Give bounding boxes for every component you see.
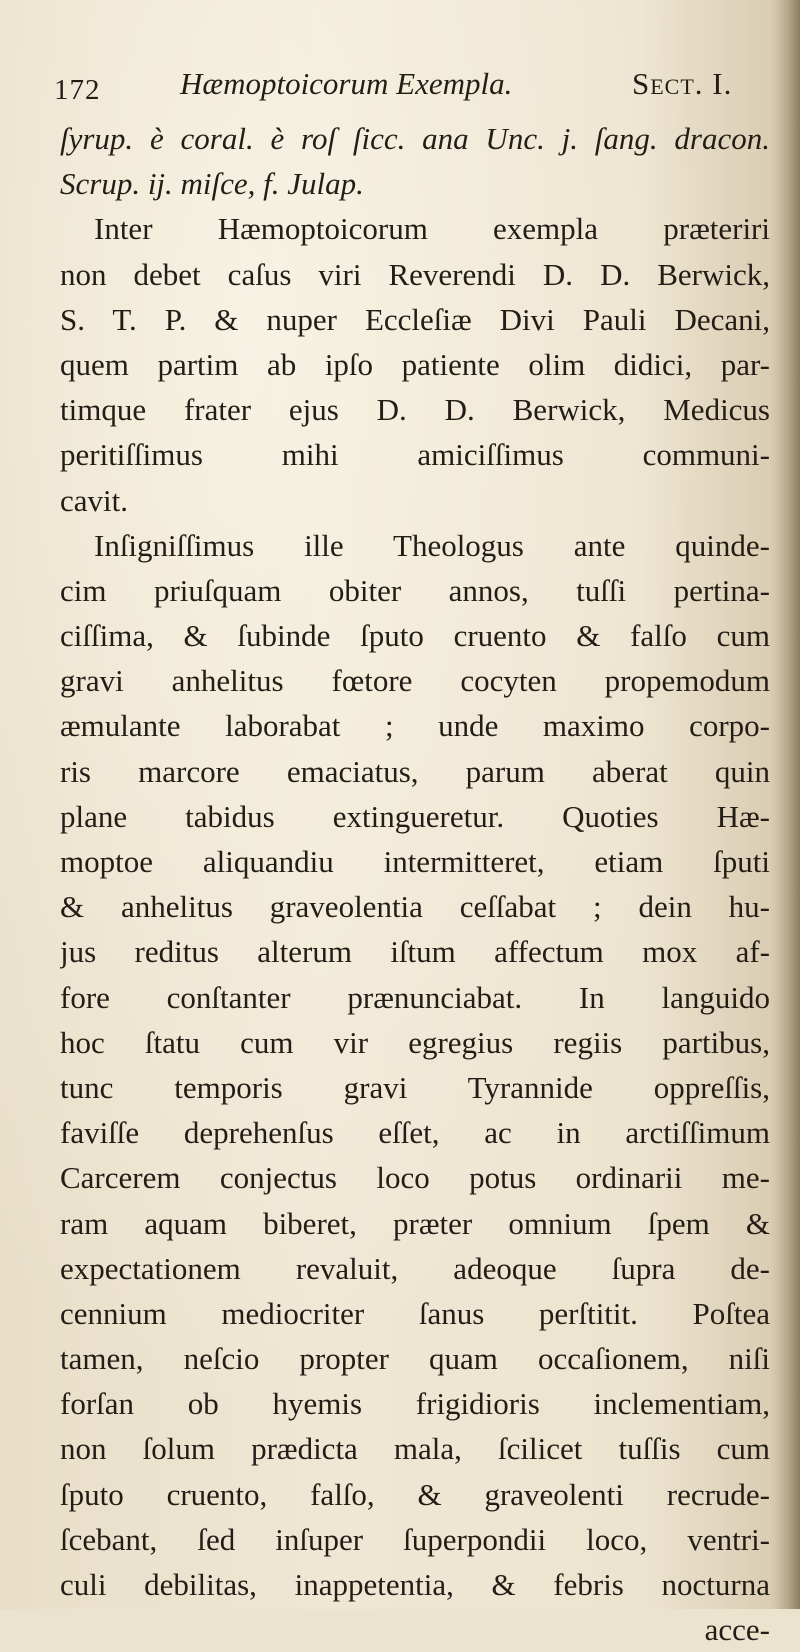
text-line: jus reditus alterum iſtum affectum mox af- [60, 934, 770, 970]
text-line: & anhelitus graveolentia ceſſabat ; dein hu- [60, 889, 770, 925]
text-line: ciſſima, & ſubinde ſputo cruento & falſo cum [60, 618, 770, 654]
text-line: timque frater ejus D. D. Berwick, Medicus [60, 392, 770, 428]
text-line: non debet caſus viri Reverendi D. D. Berwick, [60, 256, 770, 292]
text-line: ram aquam biberet, præter omnium ſpem & [60, 1205, 770, 1241]
text-line: hoc ſtatu cum vir egregius regiis partibus, [60, 1024, 770, 1060]
text-line: faviſſe deprehenſus eſſet, ac in arctiſſimum [60, 1115, 770, 1151]
text-line: ſyrup. è coral. è roſ ſicc. ana Unc. j. ſang. dracon. [60, 121, 770, 156]
body-text [60, 116, 770, 1652]
text-line: quem partim ab ipſo patiente olim didici, par- [60, 346, 770, 382]
text-line: gravi anhelitus fœtore cocyten propemodum [60, 663, 770, 699]
text-line: cavit. [60, 482, 128, 518]
text-line: ſcebant, ſed inſuper ſuperpondii loco, ventri- [60, 1521, 770, 1557]
text-line: plane tabidus extingueretur. Quoties Hæ- [60, 798, 770, 834]
text-line: Carcerem conjectus loco potus ordinarii me- [60, 1160, 770, 1196]
text-line: culi debilitas, inappetentia, & febris nocturna [60, 1567, 770, 1602]
text-line: æmulante laborabat ; unde maximo corpo- [60, 708, 770, 744]
text-line: S. T. P. & nuper Eccleſiæ Divi Pauli Decani, [60, 301, 770, 337]
text-line: tunc temporis gravi Tyrannide oppreſſis, [60, 1069, 770, 1105]
binding-shadow [770, 0, 800, 1609]
text-line: Scrup. ij. miſce, f. Julap. [60, 166, 364, 202]
page-number: 172 [54, 74, 101, 106]
section-label: Sect. I. [632, 66, 733, 101]
text-line: cim priuſquam obiter annos, tuſſi pertina- [60, 572, 770, 608]
text-line: Inter Hæmoptoicorum exempla præteriri [94, 211, 770, 247]
text-line: non ſolum prædicta mala, ſcilicet tuſſis cum [60, 1431, 770, 1467]
text-line: tamen, neſcio propter quam occaſionem, niſi [60, 1341, 770, 1377]
running-title: Hæmoptoicorum Exempla. [180, 66, 513, 101]
text-line: fore conſtanter prænunciabat. In languido [60, 979, 770, 1015]
running-header [54, 66, 774, 116]
text-line: ris marcore emaciatus, parum aberat quin [60, 753, 770, 789]
text-line: Inſigniſſimus ille Theologus ante quinde- [94, 527, 770, 563]
text-line: ſputo cruento, falſo, & graveolenti recrude- [60, 1476, 770, 1512]
text-line: moptoe aliquandiu intermitteret, etiam ſputi [60, 844, 770, 879]
text-line: expectationem revaluit, adeoque ſupra de- [60, 1250, 770, 1286]
text-line: cennium mediocriter ſanus perſtitit. Poſtea [60, 1295, 770, 1331]
text-line: forſan ob hyemis frigidioris inclementiam, [60, 1386, 770, 1422]
text-line: peritiſſimus mihi amiciſſimus communi- [60, 437, 770, 473]
text-line: acce- [704, 1612, 770, 1648]
